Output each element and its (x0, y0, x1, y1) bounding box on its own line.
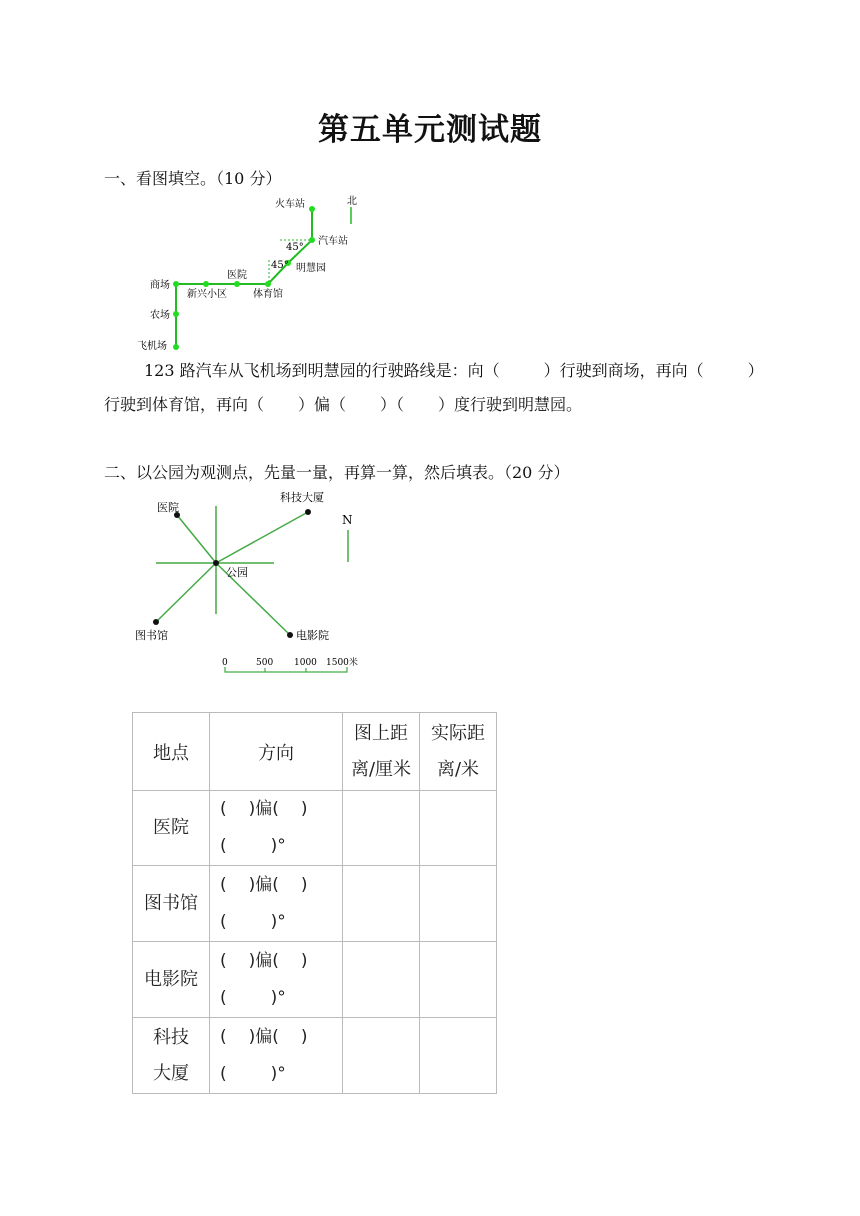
paren-open: ( (220, 911, 227, 932)
q1-text-1c: ） (747, 361, 764, 380)
paren-close: ) (300, 950, 308, 971)
place-hospital: 医院 (153, 817, 189, 838)
point-farm (173, 311, 179, 317)
label-farm: 农场 (150, 310, 170, 321)
question-2-heading: 二、以公园为观测点，先量一量，再算一算，然后填表。（20 分） (104, 463, 570, 482)
row-place (133, 791, 210, 866)
paren-close: ) (300, 799, 308, 819)
route-map (130, 192, 370, 357)
row-real-distance[interactable] (420, 1018, 497, 1094)
q1-text-1b: ）行驶到商场，再向（ (543, 361, 704, 380)
label-airport: 飞机场 (137, 341, 167, 352)
table-header-row (133, 713, 497, 791)
page-title: 第五单元测试题 (318, 112, 542, 148)
paren-open: ( (220, 836, 227, 856)
pian-text: 偏( (255, 950, 279, 971)
label-tech: 科技大厦 (280, 491, 324, 504)
label-train: 火车站 (275, 199, 305, 210)
row-place (133, 1018, 210, 1094)
pian-text: 偏( (255, 874, 279, 895)
row-map-distance[interactable] (343, 942, 420, 1018)
paren-close: ) (248, 799, 256, 819)
place-cinema: 电影院 (144, 968, 198, 990)
label-hospital-2: 医院 (157, 501, 179, 514)
paren-open: ( (220, 987, 227, 1008)
row-map-distance[interactable] (343, 791, 420, 866)
row-direction[interactable] (210, 1018, 343, 1094)
header-direction: 方向 (210, 713, 343, 791)
label-angle-upper: 45° (286, 242, 304, 253)
question-1-heading: 一、看图填空。（10 分） (104, 169, 282, 188)
point-xinxing (203, 281, 209, 287)
scale-label-1000: 1000 (294, 658, 317, 668)
q1-text-2d: ）度行驶到明慧园。 (438, 395, 583, 414)
degree-text: )° (270, 911, 286, 932)
label-mall: 商场 (150, 280, 170, 291)
scale-label-500: 500 (256, 658, 274, 668)
place-library: 图书馆 (144, 892, 198, 914)
point-train (309, 206, 315, 212)
direction-table (132, 712, 497, 1094)
paren-close: ) (300, 874, 308, 895)
point-hospital (234, 281, 240, 287)
label-gym: 体育馆 (253, 289, 283, 300)
paren-close: ) (248, 874, 256, 895)
row-real-distance[interactable] (420, 866, 497, 942)
label-bus: 汽车站 (318, 236, 348, 247)
header-map-distance (343, 713, 420, 791)
scale-label-0: 0 (222, 658, 228, 668)
header-real-distance-1: 实际距 (431, 722, 485, 744)
row-direction[interactable] (210, 791, 343, 866)
degree-text: )° (270, 1063, 286, 1084)
paren-close: ) (300, 1026, 308, 1047)
table-row (133, 942, 497, 1018)
q1-text-1a: 123 路汽车从飞机场到明慧园的行驶路线是：向（ (144, 361, 500, 380)
point-tech (305, 509, 311, 515)
q1-text-2b: ）偏（ (298, 395, 347, 414)
degree-text: )° (270, 987, 286, 1008)
paren-close: ) (248, 950, 256, 971)
line-to-library (156, 563, 216, 622)
q1-text-2c: ）（ (380, 395, 405, 414)
point-gym (265, 281, 271, 287)
point-library (153, 619, 159, 625)
point-airport (173, 344, 179, 350)
paren-close: ) (248, 1026, 256, 1047)
row-real-distance[interactable] (420, 942, 497, 1018)
label-park: 公园 (226, 566, 248, 579)
row-map-distance[interactable] (343, 1018, 420, 1094)
row-direction[interactable] (210, 866, 343, 942)
label-hospital: 医院 (227, 270, 247, 281)
header-map-distance-1: 图上距 (354, 722, 408, 744)
scale-label-1500: 1500米 (326, 658, 358, 668)
place-tech-1: 科技 (153, 1026, 189, 1048)
pian-text: 偏( (255, 799, 279, 819)
point-bus (309, 237, 315, 243)
pian-text: 偏( (255, 1026, 279, 1047)
place-tech-2: 大厦 (153, 1062, 189, 1084)
row-place (133, 942, 210, 1018)
line-to-tech (216, 512, 308, 563)
label-minghui: 明慧园 (296, 263, 326, 274)
paren-open: ( (220, 950, 227, 971)
point-park (213, 560, 219, 566)
paren-open: ( (220, 874, 227, 895)
paren-open: ( (220, 1063, 227, 1084)
north-label-2: N (342, 513, 353, 527)
table-row (133, 866, 497, 942)
degree-text: )° (270, 836, 286, 856)
point-mall (173, 281, 179, 287)
park-map (130, 486, 380, 678)
line-to-hospital (177, 515, 216, 563)
point-cinema (287, 632, 293, 638)
header-map-distance-2: 离/厘米 (350, 758, 412, 780)
header-real-distance-2: 离/米 (436, 758, 480, 780)
label-xinxing: 新兴小区 (187, 289, 227, 300)
label-library: 图书馆 (135, 629, 168, 642)
header-real-distance (420, 713, 497, 791)
header-place: 地点 (133, 713, 210, 791)
north-label: 北 (347, 196, 357, 207)
row-direction[interactable] (210, 942, 343, 1018)
row-map-distance[interactable] (343, 866, 420, 942)
table-row (133, 791, 497, 866)
table-row (133, 1018, 497, 1094)
paren-open: ( (220, 799, 227, 819)
paren-open: ( (220, 1026, 227, 1047)
row-place (133, 866, 210, 942)
row-real-distance[interactable] (420, 791, 497, 866)
q1-text-2a: 行驶到体育馆，再向（ (104, 395, 265, 414)
question-1-text (104, 354, 764, 422)
label-angle-lower: 45° (271, 260, 289, 271)
label-cinema: 电影院 (296, 629, 329, 642)
